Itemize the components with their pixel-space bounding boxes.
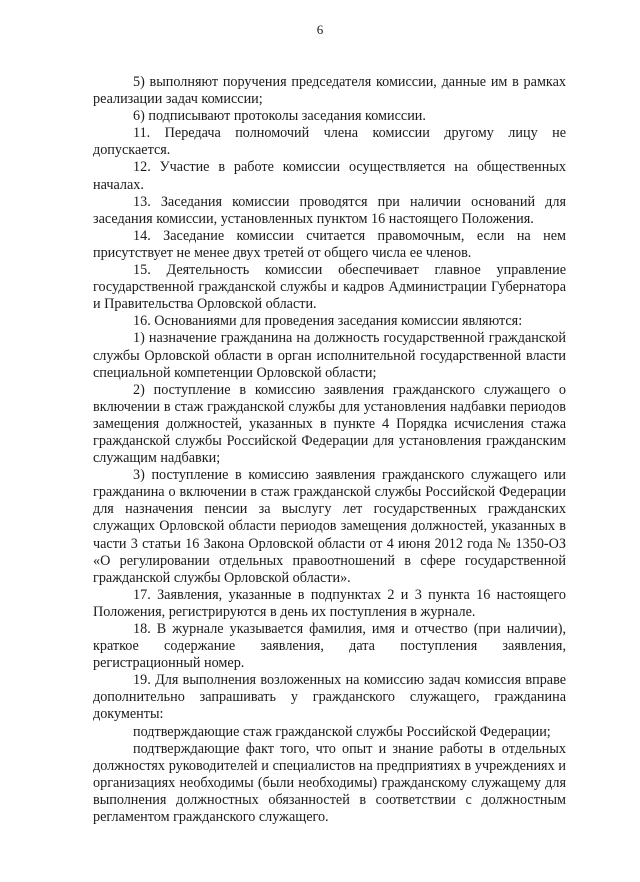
paragraph-11: 11. Передача полномочий члена комиссии другому лицу не допускается. [93, 125, 566, 159]
page-number: 6 [316, 22, 324, 37]
paragraph-item-5: 5) выполняют поручения председателя комиссии, данные им в рамках реализации задач комиссии; [93, 74, 566, 108]
paragraph-16: 16. Основаниями для проведения заседания комиссии являются: [133, 313, 523, 330]
paragraph-19-item-a: подтверждающие стаж гражданской службы Российской Федерации; [133, 723, 551, 740]
paragraph-18: 18. В журнале указывается фамилия, имя и отчество (при наличии), краткое содержание заявления, дата поступления заявления, регистрационный номер. [93, 621, 566, 672]
paragraph-16-item-3: 3) поступление в комиссию заявления гражданского служащего или гражданина о включении в стаж гражданской службы Российской Федерации для назначения пенсии за выслугу лет государственных гражданских служащих Орловской области периодов замещения должностей, указанных в части 3 статьи 16 Закона Орловской области от 4 июня 2012 года № 1350-ОЗ «О регулировании отдельных правоотношений в сфере государственной гражданской службы Орловской области». [93, 467, 566, 586]
paragraph-17: 17. Заявления, указанные в подпунктах 2 и 3 пункта 16 настоящего Положения, регистрируются в день их поступления в журнале. [93, 586, 566, 620]
paragraph-16-item-1: 1) назначение гражданина на должность государственной гражданской службы Орловской области в орган исполнительной государственной власти специальной компетенции Орловской области; [93, 330, 566, 381]
paragraph-15: 15. Деятельность комиссии обеспечивает главное управление государственной гражданской службы и кадров Администрации Губернатора и Правительства Орловской области. [93, 262, 566, 313]
paragraph-19-item-b: подтверждающие факт того, что опыт и знание работы в отдельных должностях руководителей и специалистов на предприятиях в учреждениях и организациях необходимы (были необходимы) гражданскому служащему для выполнения должностных обязанностей в соответствии с должностным регламентом гражданского служащего. [93, 740, 566, 826]
paragraph-12: 12. Участие в работе комиссии осуществляется на общественных началах. [93, 159, 566, 193]
paragraph-14: 14. Заседание комиссии считается правомочным, если на нем присутствует не менее двух третей от общего числа ее членов. [93, 227, 566, 261]
paragraph-13: 13. Заседания комиссии проводятся при наличии оснований для заседания комиссии, установленных пунктом 16 настоящего Положения. [93, 193, 566, 227]
document-body [93, 74, 566, 826]
paragraph-16-item-2: 2) поступление в комиссию заявления гражданского служащего о включении в стаж гражданской службы для установления надбавки периодов замещения должностей, указанных в пункте 4 Порядка исчисления стажа гражданской службы Российской Федерации для установления гражданским служащим надбавки; [93, 381, 566, 467]
paragraph-19: 19. Для выполнения возложенных на комиссию задач комиссия вправе дополнительно запрашивать у гражданского служащего, гражданина документы: [93, 672, 566, 723]
paragraph-item-6: 6) подписывают протоколы заседания комиссии. [133, 108, 426, 125]
